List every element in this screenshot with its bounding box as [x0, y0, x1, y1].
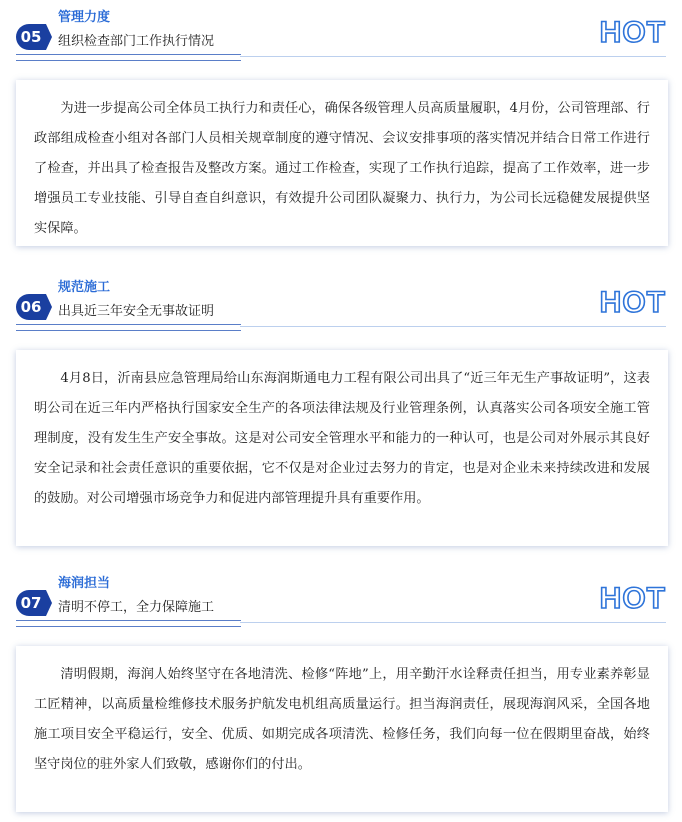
- content-card: [16, 350, 668, 546]
- category-title: 海润担当: [58, 576, 111, 591]
- header-divider: [16, 54, 241, 55]
- section-subtitle: 出具近三年安全无事故证明: [58, 304, 215, 319]
- content-card: [16, 646, 668, 812]
- header-divider: [16, 60, 241, 61]
- section-body: 4月8日，沂南县应急管理局给山东海润斯通电力工程有限公司出具了“近三年无生产事故证明”，这表明公司在近三年内严格执行国家安全生产的各项法律法规及行业管理条例，认真落实公司各项安全施工管理制度，没有发生生产安全事故。这是对公司安全管理水平和能力的一种认可，也是公司对外展示其良好安全记录和社会责任意识的重要依据，它不仅是对企业过去努力的肯定，也是对企业未来持续改进和发展的鼓励。对公司增强市场竞争力和促进内部管理提升具有重要作用。: [34, 371, 650, 506]
- section-number-badge: 07: [16, 590, 46, 616]
- section-header: [0, 0, 682, 60]
- category-title: 规范施工: [58, 280, 111, 295]
- hot-label: HOT: [599, 582, 666, 615]
- section-07: [0, 566, 682, 626]
- section-subtitle: 组织检查部门工作执行情况: [58, 34, 215, 49]
- hot-underline: [240, 326, 666, 327]
- hot-underline: [240, 56, 666, 57]
- section-subtitle: 清明不停工，全力保障施工: [58, 600, 215, 615]
- section-body: 为进一步提高公司全体员工执行力和责任心，确保各级管理人员高质量履职，4月份，公司管理部、行政部组成检查小组对各部门人员相关规章制度的遵守情况、会议安排事项的落实情况并结合日常工作进行了检查，并出具了检查报告及整改方案。通过工作检查，实现了工作执行追踪，提高了工作效率，进一步增强员工专业技能、引导自查自纠意识，有效提升公司团队凝聚力、执行力，为公司长远稳健发展提供坚实保障。: [34, 101, 650, 236]
- hot-label: HOT: [599, 286, 666, 319]
- section-body: 清明假期，海润人始终坚守在各地清洗、检修“阵地”上，用辛勤汗水诠释责任担当，用专业素养彰显工匠精神，以高质量检维修技术服务护航发电机组高质量运行。担当海润责任，展现海润风采，全国各地施工项目安全平稳运行，安全、优质、如期完成各项清洗、检修任务，我们向每一位在假期里奋战，始终坚守岗位的驻外家人们致敬，感谢你们的付出。: [34, 667, 650, 772]
- section-header: [0, 270, 682, 330]
- header-divider: [16, 620, 241, 621]
- section-number-badge: 05: [16, 24, 46, 50]
- header-divider: [16, 324, 241, 325]
- section-header: [0, 566, 682, 626]
- section-05: [0, 0, 682, 60]
- hot-underline: [240, 622, 666, 623]
- section-number-badge: 06: [16, 294, 46, 320]
- content-card: [16, 80, 668, 246]
- header-divider: [16, 626, 241, 627]
- hot-label: HOT: [599, 16, 666, 49]
- header-divider: [16, 330, 241, 331]
- category-title: 管理力度: [58, 10, 111, 25]
- section-06: [0, 270, 682, 330]
